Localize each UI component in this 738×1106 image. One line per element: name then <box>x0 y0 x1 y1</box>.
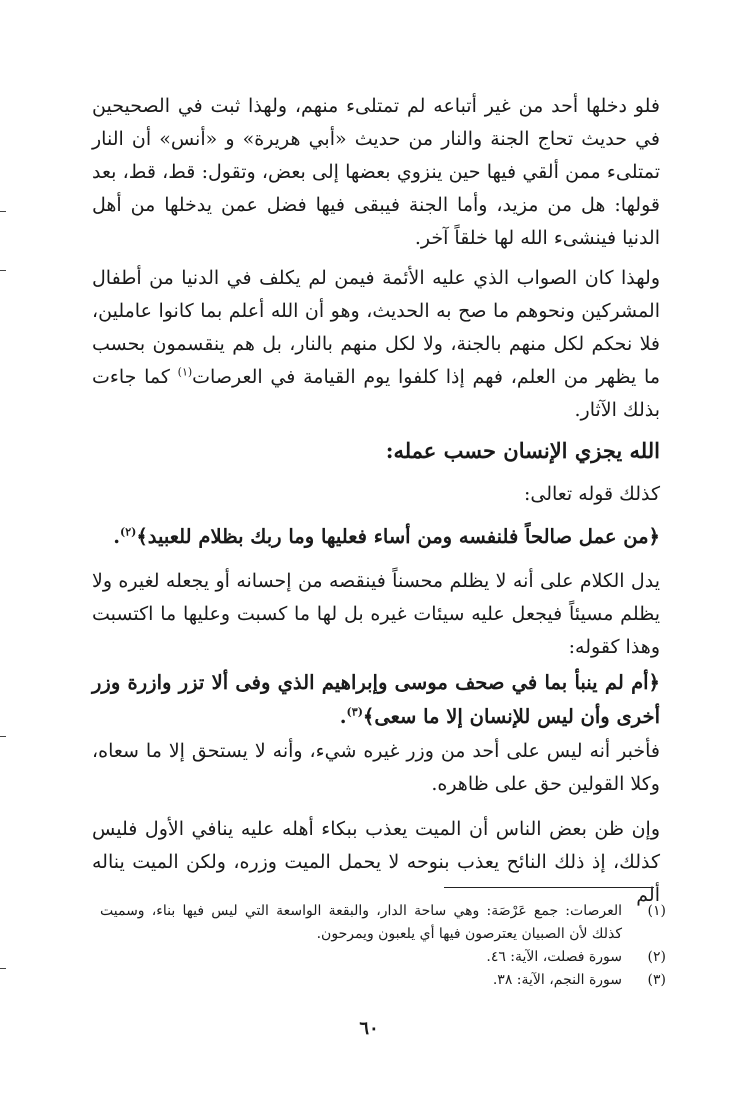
verse-1-text: ﴿من عمل صالحاً فلنفسه ومن أساء فعليها وما ربك بظلام للعبيد﴾ <box>136 525 660 548</box>
paragraph-6-text: وإن ظن بعض الناس أن الميت يعذب ببكاء أهله عليه ينافي الأول فليس كذلك، إذ ذلك النائح يعذب بنوحه لا يحمل الميت وزره، ولكن الميت يناله ألم <box>92 818 660 906</box>
footnote-3-number: (٣) <box>647 972 666 988</box>
footnote-ref-1[interactable]: (١) <box>177 365 193 379</box>
footnotes <box>100 900 666 992</box>
scan-edge-mark <box>0 211 6 212</box>
page-number: ٦٠ <box>359 1018 379 1039</box>
paragraph-4 <box>92 565 660 664</box>
section-heading: الله يجزي الإنسان حسب عمله: <box>385 438 660 463</box>
paragraph-3 <box>92 478 660 511</box>
paragraph-5 <box>92 735 660 801</box>
scan-edge-mark <box>0 736 6 737</box>
footnote-3 <box>100 969 666 992</box>
footnote-1 <box>100 900 666 946</box>
footnote-separator <box>444 887 654 888</box>
scan-edge-mark <box>0 270 6 271</box>
footnote-1-text: العرصات: جمع عَرْصَة: وهي ساحة الدار، والبقعة الواسعة التي ليس فيها بناء، وسميت كذلك لأن الصبيان يعترصون فيها أي يلعبون ويمرحون. <box>100 903 622 942</box>
paragraph-1 <box>92 90 660 255</box>
paragraph-3-text: كذلك قوله تعالى: <box>523 483 660 505</box>
paragraph-2-end: كما جاءت بذلك الآثار. <box>92 366 660 421</box>
footnote-1-number: (١) <box>647 903 666 919</box>
paragraph-2 <box>92 262 660 427</box>
verse-1-end: . <box>113 525 120 548</box>
footnote-2 <box>100 946 666 969</box>
footnote-2-number: (٢) <box>647 949 666 965</box>
footnote-3-text: سورة النجم، الآية: ٣٨. <box>492 972 622 988</box>
paragraph-6 <box>92 813 660 912</box>
scan-edge-mark <box>0 968 6 969</box>
paragraph-4-text: يدل الكلام على أنه لا يظلم محسناً فينقصه من إحسانه أو يجعله لغيره ولا يظلم مسيئاً فيجعل عليه سيئات غيره بل لها ما كسبت وعليها ما اكتسبت وهذا كقوله: <box>92 570 660 658</box>
paragraph-2-main: ولهذا كان الصواب الذي عليه الأئمة فيمن لم يكلف في الدنيا من أطفال المشركين ونحوهم ما صح به الحديث، وهو أن الله أعلم بما كانوا عاملين، فلا نحكم لكل منهم بالجنة، ولا لكل منهم بالنار، بل هم ينقسمون بحسب ما يظهر من العلم، فهم إذا كلفوا يوم القيامة في العرصات <box>92 267 660 388</box>
quran-verse-2 <box>92 666 660 734</box>
quran-verse-1 <box>92 520 660 553</box>
paragraph-1-text: فلو دخلها أحد من غير أتباعه لم تمتلىء منهم، ولهذا ثبت في الصحيحين في حديث تحاج الجنة والنار من حديث «أبي هريرة» و «أنس» أن النار تمتلىء ممن ألقي فيها حين ينزوي بعضها إلى بعض، وتقول: قط، قط، بعد قولها: هل من مزيد، وأما الجنة فيبقى فيها فضل عمن يدخلها من أهل الدنيا فينشىء الله لها خلقاً آخر. <box>92 95 660 249</box>
verse-2-text: ﴿أم لم ينبأ بما في صحف موسى وإبراهيم الذي وفى ألا تزر وازرة وزر أخرى وأن ليس للإنسان إلا ما سعى﴾ <box>92 671 660 728</box>
footnote-ref-3[interactable]: (٣) <box>346 705 363 719</box>
footnote-ref-2[interactable]: (٢) <box>119 525 137 539</box>
paragraph-5-text: فأخبر أنه ليس على أحد من وزر غيره شيء، وأنه لا يستحق إلا ما سعاه، وكلا القولين حق على ظاهره. <box>92 740 660 795</box>
paragraph-2-text <box>92 262 660 427</box>
verse-2-end: . <box>339 705 347 728</box>
footnote-2-text: سورة فصلت، الآية: ٤٦. <box>486 949 622 965</box>
